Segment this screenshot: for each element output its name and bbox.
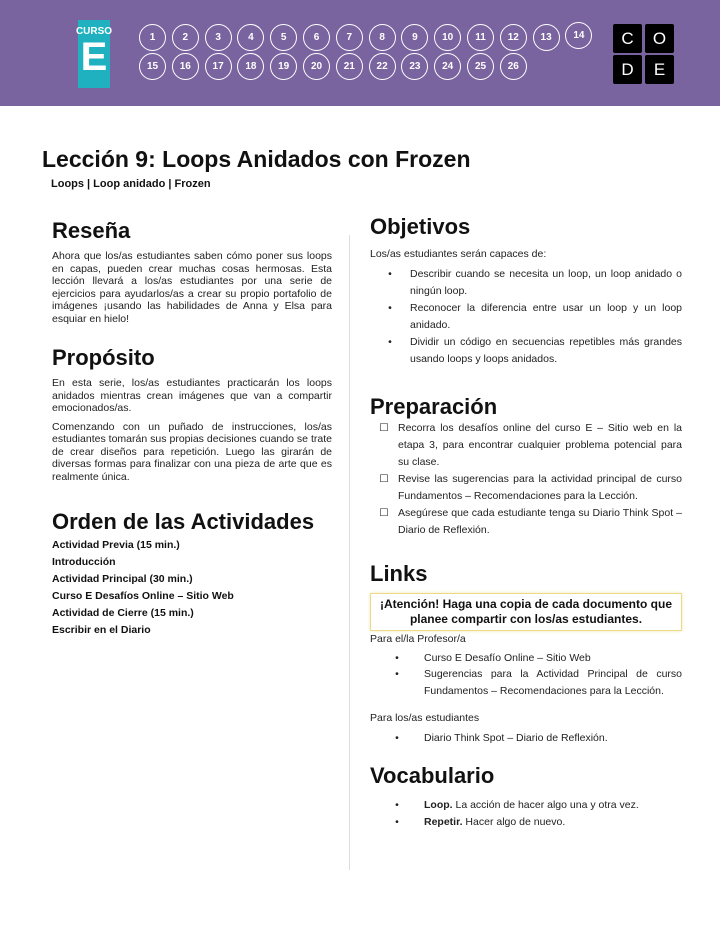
lesson-link-20[interactable]: 20 (303, 53, 330, 80)
lesson-link-11[interactable]: 11 (467, 24, 494, 51)
activity-item[interactable]: Curso E Desafíos Online – Sitio Web (52, 590, 234, 602)
objective-item: • Reconocer la diferencia entre usar un loop y un loop anidado. (388, 302, 682, 331)
activity-item[interactable]: Escribir en el Diario (52, 624, 151, 636)
lesson-link-15[interactable]: 15 (139, 53, 166, 80)
lesson-link-17[interactable]: 17 (205, 53, 232, 80)
lesson-link-19[interactable]: 19 (270, 53, 297, 80)
lesson-link-6[interactable]: 6 (303, 24, 330, 51)
proposito-text: En esta serie, los/as estudiantes practicarán los loops anidados mientras crean imágenes que van a compartir emocionados/as. (52, 377, 332, 414)
lesson-link-18[interactable]: 18 (237, 53, 264, 80)
activity-item[interactable]: Actividad Principal (30 min.) (52, 573, 193, 585)
objetivos-intro: Los/as estudiantes serán capaces de: (370, 248, 547, 260)
student-label: Para los/as estudiantes (370, 712, 480, 724)
links-heading: Links (370, 561, 428, 586)
objective-item: • Describir cuando se necesita un loop, un loop anidado o ningún loop. (388, 268, 682, 297)
preparacion-heading: Preparación (370, 394, 498, 419)
checkbox-icon: ☐ (379, 507, 389, 519)
objetivos-heading: Objetivos (370, 214, 471, 239)
checkbox-icon: ☐ (379, 422, 389, 434)
objective-item: • Dividir un código en secuencias repetibles más grandes usando loops y loops anidados. (388, 336, 682, 365)
vocabulario-heading: Vocabulario (370, 763, 495, 788)
lesson-link-12[interactable]: 12 (500, 24, 527, 51)
lesson-link-9[interactable]: 9 (401, 24, 428, 51)
checkbox-icon: ☐ (379, 473, 389, 485)
orden-heading: Orden de las Actividades (52, 509, 315, 534)
proposito-text: Comenzando con un puñado de instrucciones, los/as estudiantes tomarán sus propias decisiones cuando se trate de crear diseños para repetición. Luego las girarán de diversas formas para finalizar con una pieza de arte que es realmente única. (52, 420, 332, 483)
activity-item[interactable]: Actividad Previa (15 min.) (52, 539, 180, 551)
proposito-heading: Propósito (52, 345, 155, 370)
lesson-link-23[interactable]: 23 (401, 53, 428, 80)
logo-letter: O (645, 24, 674, 53)
logo-letter: C (613, 24, 642, 53)
lesson-link-2[interactable]: 2 (172, 24, 199, 51)
lesson-link-10[interactable]: 10 (434, 24, 461, 51)
lesson-link-13[interactable]: 13 (533, 24, 560, 51)
vocab-item: • Loop. La acción de hacer algo una y otra vez. (395, 799, 639, 811)
link-item[interactable]: • Diario Think Spot – Diario de Reflexión. (395, 732, 608, 744)
resena-text: Ahora que los/as estudiantes saben cómo poner sus loops en capas, pueden crear muchas cosas hermosas. Esta lección llevará a los/as estudiantes por una serie de ejercicios para ayudarlos/as a crear su propio portafolio de imágenes ¡usando las habilidades de Anna y Elsa para esquiar en hielo! (52, 250, 332, 325)
logo-letter: E (645, 55, 674, 84)
lesson-tags: Loops | Loop anidado | Frozen (51, 178, 211, 190)
right-column (370, 214, 682, 831)
notice-box: ¡Atención! Haga una copia de cada documento que planee compartir con los/as estudiantes. (370, 593, 682, 631)
vocab-item: • Repetir. Hacer algo de nuevo. (395, 816, 566, 828)
lesson-link-25[interactable]: 25 (467, 53, 494, 80)
lesson-link-3[interactable]: 3 (205, 24, 232, 51)
course-header (0, 0, 720, 106)
page-title: Lección 9: Loops Anidados con Frozen (42, 146, 471, 172)
course-letter: E (80, 35, 108, 79)
prep-item[interactable]: ☐ Asegúrese que cada estudiante tenga su Diario Think Spot – Diario de Reflexión. (370, 505, 682, 539)
prep-item[interactable]: ☐ Revise las sugerencias para la actividad principal de curso Fundamentos – Recomendaciones para la Lección. (370, 471, 682, 505)
left-column (52, 218, 332, 639)
lesson-link-26[interactable]: 26 (500, 53, 527, 80)
resena-heading: Reseña (52, 218, 131, 243)
lesson-link-7[interactable]: 7 (336, 24, 363, 51)
lesson-link-8[interactable]: 8 (369, 24, 396, 51)
lesson-link-24[interactable]: 24 (434, 53, 461, 80)
activity-item[interactable]: Introducción (52, 556, 116, 568)
course-badge[interactable] (75, 20, 113, 88)
activity-item[interactable]: Actividad de Cierre (15 min.) (52, 607, 194, 619)
lesson-link-5[interactable]: 5 (270, 24, 297, 51)
prep-item[interactable]: ☐ Recorra los desafíos online del curso E – Sitio web en la etapa 3, para encontrar cualquier problema potencial para su clase. (370, 420, 682, 471)
lesson-link-16[interactable]: 16 (172, 53, 199, 80)
column-divider (349, 235, 350, 870)
link-item[interactable]: • Curso E Desafío Online – Sitio Web (395, 652, 591, 664)
logo-letter: D (613, 55, 642, 84)
lesson-link-4[interactable]: 4 (237, 24, 264, 51)
teacher-label: Para el/la Profesor/a (370, 633, 466, 645)
lesson-link-21[interactable]: 21 (336, 53, 363, 80)
link-item[interactable]: • Sugerencias para la Actividad Principal de curso Fundamentos – Recomendaciones para la Lección. (395, 668, 682, 697)
course-label: CURSO (75, 26, 113, 37)
lesson-link-14[interactable]: 14 (565, 22, 592, 49)
lesson-link-1[interactable]: 1 (139, 24, 166, 51)
lesson-link-22[interactable]: 22 (369, 53, 396, 80)
